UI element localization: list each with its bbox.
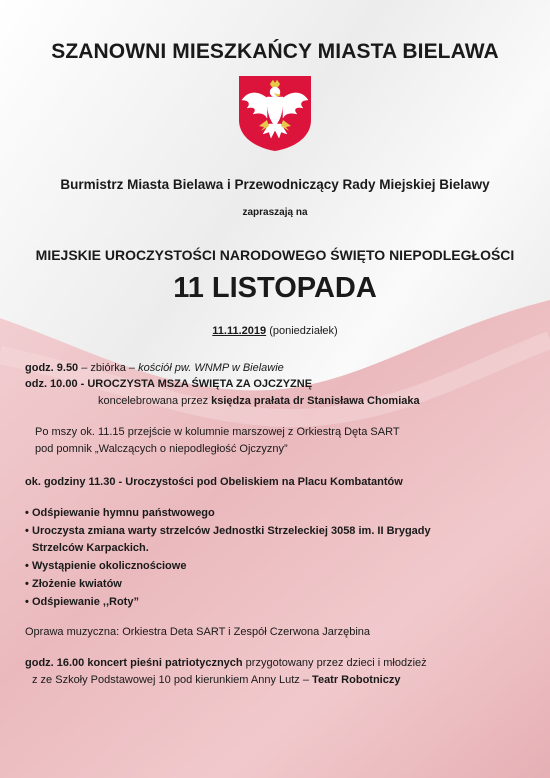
mass-line: odz. 10.00 - UROCZYSTA MSZA ŚWIĘTA ZA OJCZYZNĘ [25,378,313,390]
concert-line-2 [32,674,400,686]
program-item-text: Wystąpienie okolicznościowe [32,560,187,572]
celebrant-name: księdza prałata dr Stanisława Chomiaka [211,395,420,407]
obelisk-line: ok. godziny 11.30 - Uroczystości pod Obeliskiem na Placu Kombatantów [25,476,403,488]
program-item-text: Odśpiewanie hymnu państwowego [32,507,215,519]
march-line-1: Po mszy ok. 11.15 przejście w kolumnie marszowej z Orkiestrą Dęta SART [35,426,400,438]
gathering-rest: pw. WNMP w Bielawie [171,362,284,374]
program-item-continuation: Strzelców Karpackich. [32,542,149,554]
gathering-time: godz. 9.50 [25,362,79,374]
march-line-2: pod pomnik „Walczących o niepodległość Ojczyzny” [35,443,288,455]
concert-line2-text: z ze Szkoły Podstawowej 10 pod kierunkiem Anny Lutz – [32,674,313,686]
gathering-line [25,362,284,374]
celebrant-prefix: koncelebrowana przez [98,395,212,407]
date-line [0,325,550,337]
bullet-icon: • [25,525,29,537]
program-item [25,525,431,537]
theatre-name: Teatr Robotniczy [312,674,401,686]
weekday: (poniedziałek) [266,325,338,337]
program-item [25,578,122,590]
program-item-text: Uroczysta zmiana warty strzelców Jednostki Strzeleckiej 3058 im. II Brygady [32,525,431,537]
invite-line: zapraszają na [242,207,308,218]
hosts-line: Burmistrz Miasta Bielawa i Przewodniczący Rady Miejskiej Bielawy [60,177,490,192]
bullet-icon: • [25,596,29,608]
concert-line-1 [25,657,427,669]
concert-lead: godz. 16.00 koncert pieśni patriotycznych [25,657,243,669]
program-item [25,507,215,519]
bullet-icon: • [25,578,29,590]
celebrant-line [98,395,420,407]
program-item-text: Odśpiewanie ,,Roty” [32,596,139,608]
program-item-text: Złożenie kwiatów [32,578,122,590]
bullet-icon: • [25,507,29,519]
program-item [25,560,186,572]
gathering-place: kościół [138,362,172,374]
bullet-icon: • [25,560,29,572]
page-title: SZANOWNI MIESZKAŃCY MIASTA BIELAWA [51,40,499,63]
event-date: 11 LISTOPADA [173,272,377,304]
polish-eagle-emblem-icon [237,74,313,152]
date-value: 11.11.2019 [212,325,267,337]
concert-rest: przygotowany przez dzieci i młodzież [242,657,427,669]
program-item [25,596,139,608]
event-title: MIEJSKIE UROCZYSTOŚCI NARODOWEGO ŚWIĘTO NIEPODLEGŁOŚCI [35,247,515,263]
gathering-sep: – zbiórka – [78,362,139,374]
music-line: Oprawa muzyczna: Orkiestra Deta SART i Zespół Czerwona Jarzębina [25,626,371,638]
